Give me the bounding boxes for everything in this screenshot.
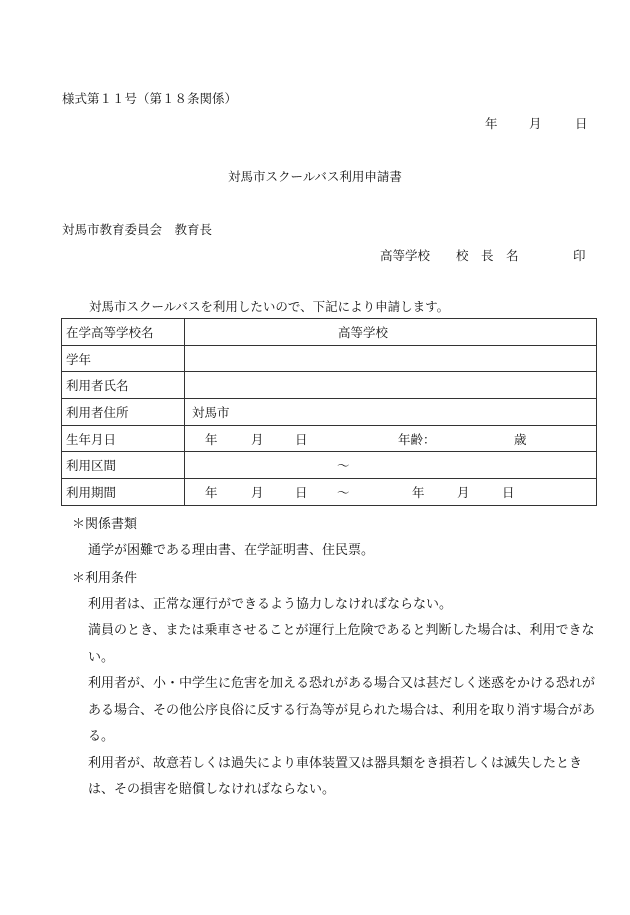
applicant-principal: 校 長 名 [456, 248, 519, 263]
conditions-list [72, 592, 597, 804]
applicant-school: 高等学校 [380, 248, 431, 263]
section-field[interactable] [185, 452, 597, 479]
condition-item: 利用者が、故意若しくは過失により車体装置又は器具類をき損若しくは滅失したときは、その損害を賠償しなければならない。 [88, 755, 583, 797]
section-label: 利用区間 [62, 452, 185, 479]
table-row [62, 452, 597, 479]
birth-year: 年 [205, 431, 218, 447]
recipient: 対馬市教育委員会 教育長 [62, 222, 213, 237]
period-from-month: 月 [251, 484, 264, 500]
table-row [62, 425, 597, 452]
form-number: 様式第１１号（第１８条関係） [62, 91, 238, 106]
condition-item: 利用者が、小・中学生に危害を加える恐れがある場合又は甚だしく迷惑をかける恐れがある場合、その他公序良俗に反する行為等が見られた場合は、利用を取り消す場合がある。 [88, 676, 596, 744]
period-to-day: 日 [502, 484, 515, 500]
docs-body: 通学が困難である理由書、在学証明書、住民票。 [88, 543, 375, 558]
table-row [62, 345, 597, 372]
period-from-year: 年 [205, 484, 218, 500]
period-from-day: 日 [295, 484, 308, 500]
docs-heading: ＊関係書類 [72, 517, 138, 532]
school-label: 在学高等学校名 [62, 319, 185, 346]
table-row [62, 479, 597, 506]
birth-day: 日 [295, 431, 308, 447]
seal-mark: 印 [573, 248, 586, 263]
school-value: 高等学校 [338, 324, 389, 340]
condition-item: 満員のとき、または乗車させることが運行上危険であると判断した場合は、利用できない。 [88, 623, 595, 665]
date-year: 年 [485, 116, 498, 131]
date-month: 月 [529, 116, 542, 131]
period-label: 利用期間 [62, 479, 185, 506]
conditions-heading: ＊利用条件 [72, 570, 138, 586]
name-label: 利用者氏名 [62, 372, 185, 399]
birth-label: 生年月日 [62, 425, 185, 452]
address-field[interactable] [185, 399, 597, 426]
page-title: 対馬市スクールバス利用申請書 [228, 169, 402, 184]
school-field[interactable] [185, 319, 597, 346]
grade-label: 学年 [62, 345, 185, 372]
date-day: 日 [575, 116, 588, 131]
period-tilde: ～ [337, 484, 350, 500]
age-label: 年齢： [398, 431, 436, 447]
grade-field[interactable] [185, 345, 597, 372]
notes-section [72, 512, 597, 804]
table-row [62, 399, 597, 426]
birth-month: 月 [251, 431, 264, 447]
period-to-year: 年 [412, 484, 425, 500]
age-unit: 歳 [514, 431, 527, 447]
birth-field[interactable] [185, 425, 597, 452]
section-tilde: ～ [337, 458, 350, 474]
period-field[interactable] [185, 479, 597, 506]
table-row [62, 372, 597, 399]
name-field[interactable] [185, 372, 597, 399]
period-to-month: 月 [457, 484, 470, 500]
intro-text: 対馬市スクールバスを利用したいので、下記により申請します。 [89, 299, 450, 314]
application-table [61, 318, 597, 506]
condition-item: 利用者は、正常な運行ができるよう協力しなければならない。 [88, 596, 453, 612]
address-label: 利用者住所 [62, 399, 185, 426]
table-row [62, 319, 597, 346]
address-value: 対馬市 [192, 404, 230, 420]
